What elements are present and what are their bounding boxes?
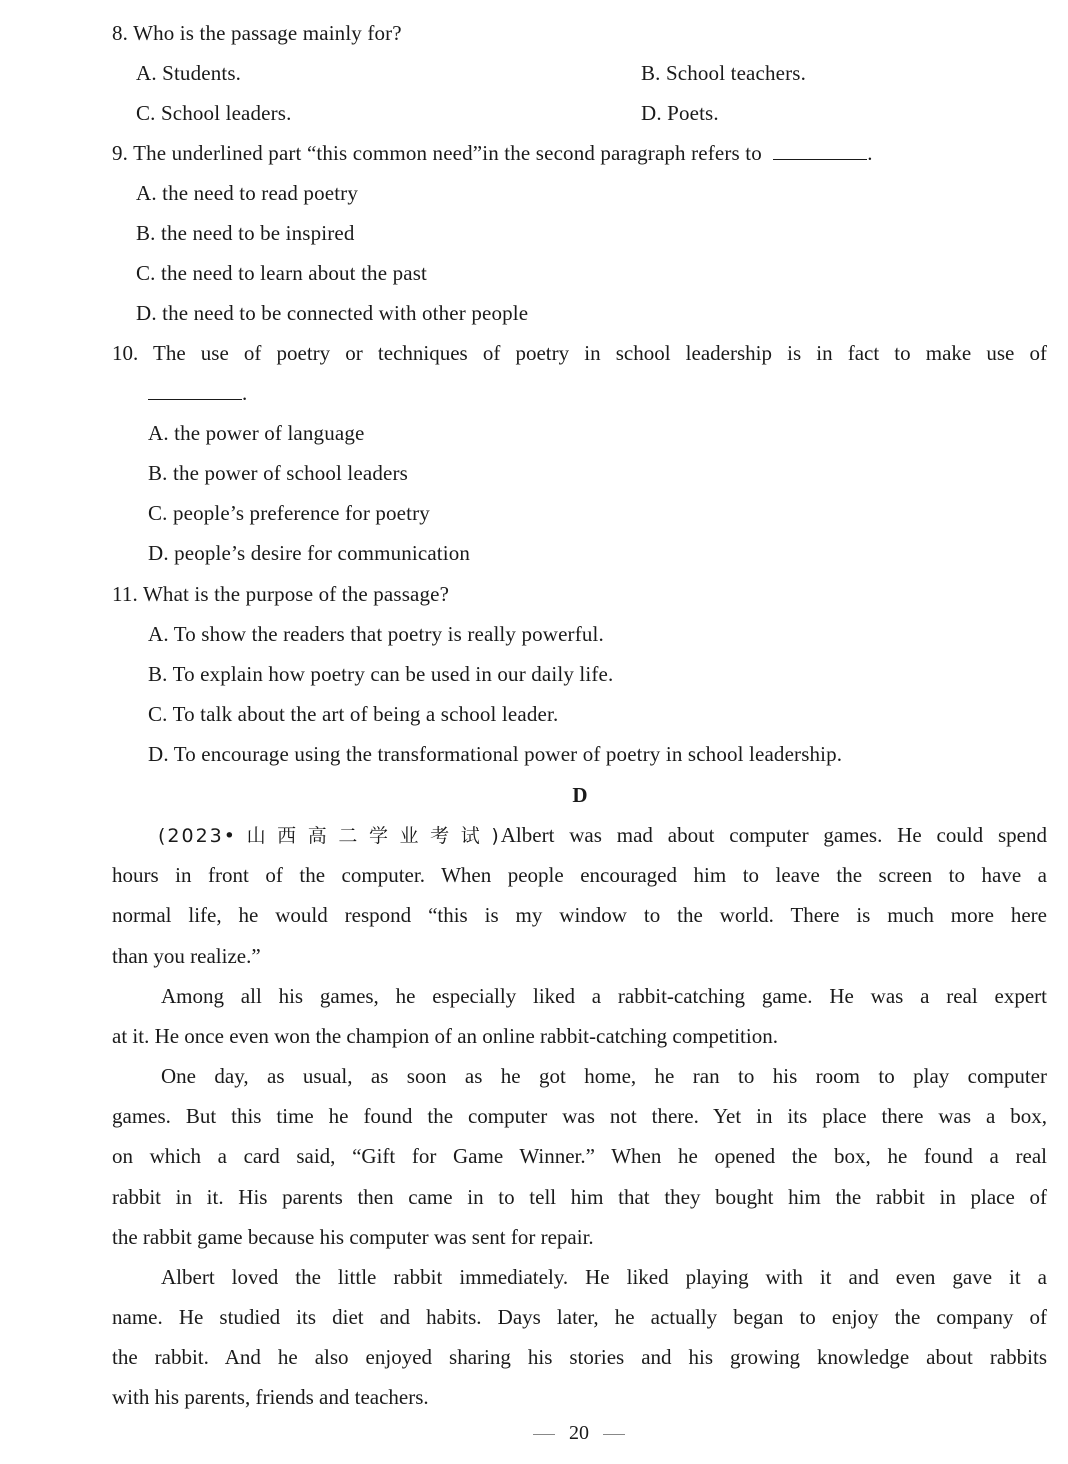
q8-option-b: B. School teachers. [641, 61, 806, 85]
footer-dash-right [603, 1434, 625, 1435]
page-footer [0, 1420, 1068, 1446]
question-8-stem [112, 20, 402, 46]
q8-option-a: A. Students. [136, 61, 242, 85]
passage-line: with his parents, friends and teachers. [112, 1385, 429, 1409]
section-title: D [572, 783, 588, 807]
q11-option-c: C. To talk about the art of being a school leader. [148, 702, 559, 726]
q11-option-b: B. To explain how poetry can be used in our daily life. [148, 662, 614, 686]
q9-option-d: D. the need to be connected with other people [136, 301, 529, 325]
footer-dash-left [533, 1434, 555, 1435]
question-text: What is the purpose of the passage? [142, 582, 450, 606]
q9-option-c: C. the need to learn about the past [136, 261, 427, 285]
q10-option-c: C. people’s preference for poetry [148, 501, 430, 525]
question-end: . [242, 381, 248, 405]
question-text: The use of poetry or techniques of poetry in school leadership is in fact to make use of [153, 341, 1047, 365]
passage-line: name. He studied its diet and habits. Days later, he actually began to enjoy the company of [112, 1305, 1047, 1329]
passage-line: rabbit in it. His parents then came in to tell him that they bought him the rabbit in place of [112, 1185, 1047, 1209]
passage-line: the rabbit game because his computer was sent for repair. [112, 1225, 594, 1249]
passage-line: (2023•山西高二学业考试)Albert was mad about computer games. He could spend [158, 823, 1047, 847]
question-10-blank-line [148, 380, 247, 406]
question-text: Who is the passage mainly for? [133, 21, 402, 45]
question-text: The underlined part “this common need”in the second paragraph refers to [133, 141, 762, 165]
q11-option-a: A. To show the readers that poetry is really powerful. [148, 622, 604, 646]
q10-option-b: B. the power of school leaders [148, 461, 408, 485]
passage-line: on which a card said, “Gift for Game Winner.” When he opened the box, he found a real [112, 1144, 1047, 1168]
passage-line: the rabbit. And he also enjoyed sharing his stories and his growing knowledge about rabbits [112, 1345, 1047, 1369]
passage-line: games. But this time he found the computer was not there. Yet in its place there was a box, [112, 1104, 1047, 1128]
passage-line: One day, as usual, as soon as he got home, he ran to his room to play computer [161, 1064, 1047, 1088]
q8-option-c: C. School leaders. [136, 101, 292, 125]
question-9-stem [112, 140, 873, 166]
q9-option-a: A. the need to read poetry [136, 181, 358, 205]
question-11-stem [112, 581, 449, 607]
answer-blank [148, 381, 242, 400]
page-number: 20 [569, 1422, 589, 1444]
question-number: 9. [112, 141, 129, 165]
question-number: 11. [112, 582, 138, 606]
passage-line: Albert loved the little rabbit immediately. He liked playing with it and even gave it a [161, 1265, 1047, 1289]
q10-option-d: D. people’s desire for communication [148, 541, 471, 565]
question-end: . [867, 141, 873, 165]
q9-option-b: B. the need to be inspired [136, 221, 355, 245]
passage-line: Among all his games, he especially liked a rabbit-catching game. He was a real expert [161, 984, 1047, 1008]
passage-line: normal life, he would respond “this is my window to the world. There is much more here [112, 903, 1047, 927]
q8-option-d: D. Poets. [641, 101, 719, 125]
source-tag: (2023•山西高二学业考试) [158, 825, 501, 847]
question-number: 8. [112, 21, 129, 45]
question-number: 10. [112, 341, 139, 365]
passage-line: than you realize.” [112, 944, 261, 968]
answer-blank [773, 141, 867, 160]
question-10-stem [112, 340, 1047, 366]
passage-line: at it. He once even won the champion of an online rabbit-catching competition. [112, 1024, 778, 1048]
q11-option-d: D. To encourage using the transformational power of poetry in school leadership. [148, 742, 843, 766]
q10-option-a: A. the power of language [148, 421, 365, 445]
passage-line: hours in front of the computer. When people encouraged him to leave the screen to have a [112, 863, 1047, 887]
